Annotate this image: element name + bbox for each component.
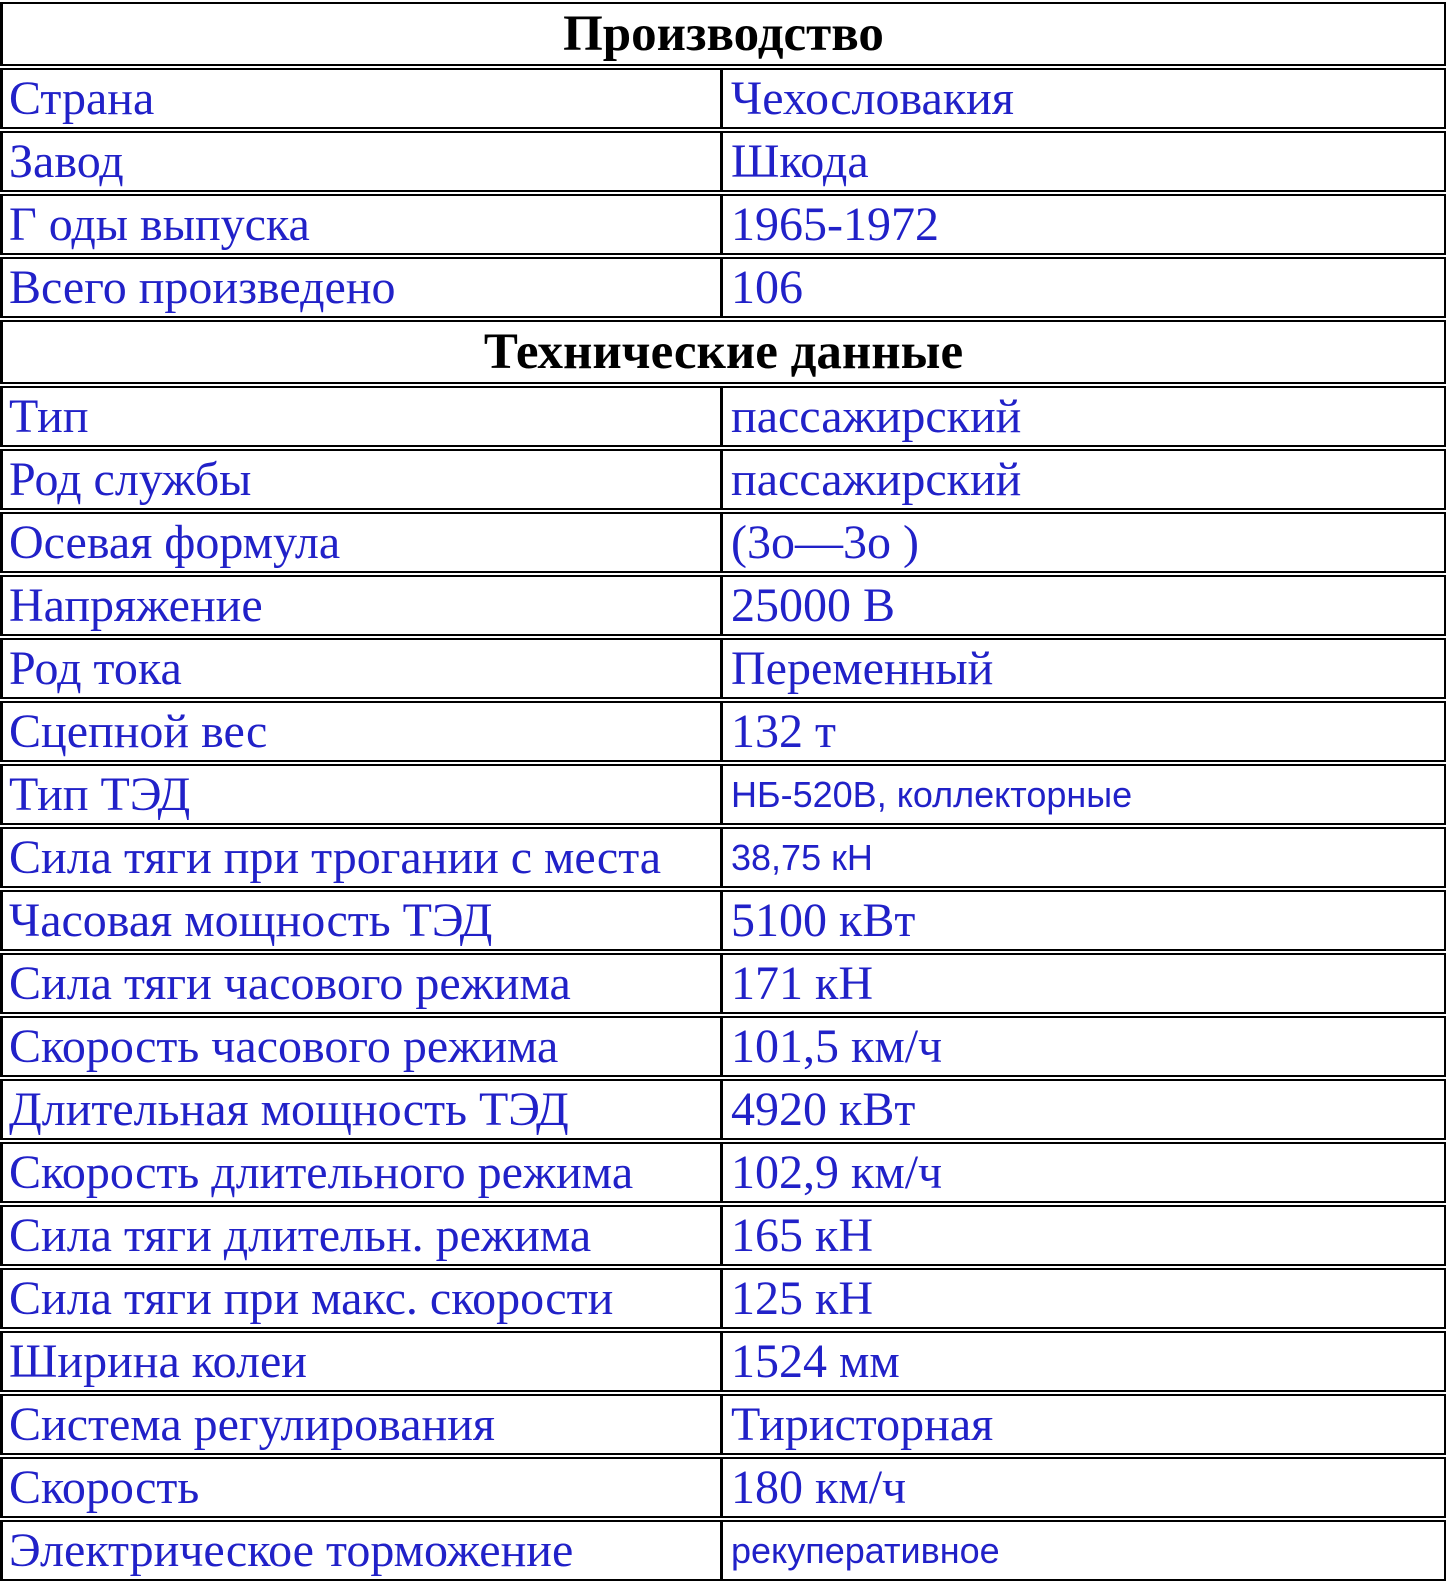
table-row — [0, 449, 1446, 510]
row-value: 101,5 км/ч — [723, 1016, 1446, 1077]
row-value: НБ-520В, коллекторные — [723, 764, 1446, 825]
row-label: Сила тяги при макс. скорости — [0, 1268, 723, 1329]
row-label: Длительная мощность ТЭД — [0, 1079, 723, 1140]
row-label: Часовая мощность ТЭД — [0, 890, 723, 951]
table-row — [0, 131, 1446, 192]
row-label: Завод — [0, 131, 723, 192]
table-row — [0, 1457, 1446, 1518]
row-label: Страна — [0, 68, 723, 129]
row-label: Род тока — [0, 638, 723, 699]
section-title: Технические данные — [0, 320, 1446, 384]
table-row — [0, 1520, 1446, 1581]
row-label: Скорость — [0, 1457, 723, 1518]
table-row — [0, 575, 1446, 636]
row-value: пассажирский — [723, 386, 1446, 447]
row-value: 4920 кВт — [723, 1079, 1446, 1140]
section-header-row — [0, 2, 1446, 66]
row-value: Переменный — [723, 638, 1446, 699]
row-value: Тиристорная — [723, 1394, 1446, 1455]
row-label: Электрическое торможение — [0, 1520, 723, 1581]
row-value: 25000 В — [723, 575, 1446, 636]
row-label: Система регулирования — [0, 1394, 723, 1455]
table-row — [0, 194, 1446, 255]
row-label: Всего произведено — [0, 257, 723, 318]
section-title: Производство — [0, 2, 1446, 66]
row-label: Ширина колеи — [0, 1331, 723, 1392]
row-label: Сила тяги длительн. режима — [0, 1205, 723, 1266]
row-label: Сила тяги часового режима — [0, 953, 723, 1014]
row-value: 1524 мм — [723, 1331, 1446, 1392]
table-row — [0, 890, 1446, 951]
row-value: Шкода — [723, 131, 1446, 192]
row-label: Сцепной вес — [0, 701, 723, 762]
row-label: Скорость часового режима — [0, 1016, 723, 1077]
row-label: Сила тяги при трогании с места — [0, 827, 723, 888]
table-row — [0, 68, 1446, 129]
table-row — [0, 1331, 1446, 1392]
table-row — [0, 386, 1446, 447]
row-label: Тип — [0, 386, 723, 447]
specs-table-body — [0, 2, 1446, 1581]
row-value: 171 кН — [723, 953, 1446, 1014]
row-value: 125 кН — [723, 1268, 1446, 1329]
row-label: Напряжение — [0, 575, 723, 636]
row-label: Род службы — [0, 449, 723, 510]
table-row — [0, 1205, 1446, 1266]
row-value: пассажирский — [723, 449, 1446, 510]
table-row — [0, 1142, 1446, 1203]
row-value: рекуперативное — [723, 1520, 1446, 1581]
row-label: Осевая формула — [0, 512, 723, 573]
row-value: 5100 кВт — [723, 890, 1446, 951]
table-row — [0, 1394, 1446, 1455]
table-row — [0, 1268, 1446, 1329]
table-row — [0, 827, 1446, 888]
table-row — [0, 638, 1446, 699]
row-value: 106 — [723, 257, 1446, 318]
table-row — [0, 701, 1446, 762]
row-value: 132 т — [723, 701, 1446, 762]
table-row — [0, 1079, 1446, 1140]
row-label: Скорость длительного режима — [0, 1142, 723, 1203]
row-value: 165 кН — [723, 1205, 1446, 1266]
row-label: Г оды выпуска — [0, 194, 723, 255]
table-row — [0, 512, 1446, 573]
section-header-row — [0, 320, 1446, 384]
row-value: (3о—3о ) — [723, 512, 1446, 573]
table-row — [0, 953, 1446, 1014]
row-value: 1965-1972 — [723, 194, 1446, 255]
table-row — [0, 764, 1446, 825]
row-value: 38,75 кН — [723, 827, 1446, 888]
row-value: Чехословакия — [723, 68, 1446, 129]
row-value: 102,9 км/ч — [723, 1142, 1446, 1203]
row-value: 180 км/ч — [723, 1457, 1446, 1518]
table-row — [0, 1016, 1446, 1077]
row-label: Тип ТЭД — [0, 764, 723, 825]
table-row — [0, 257, 1446, 318]
